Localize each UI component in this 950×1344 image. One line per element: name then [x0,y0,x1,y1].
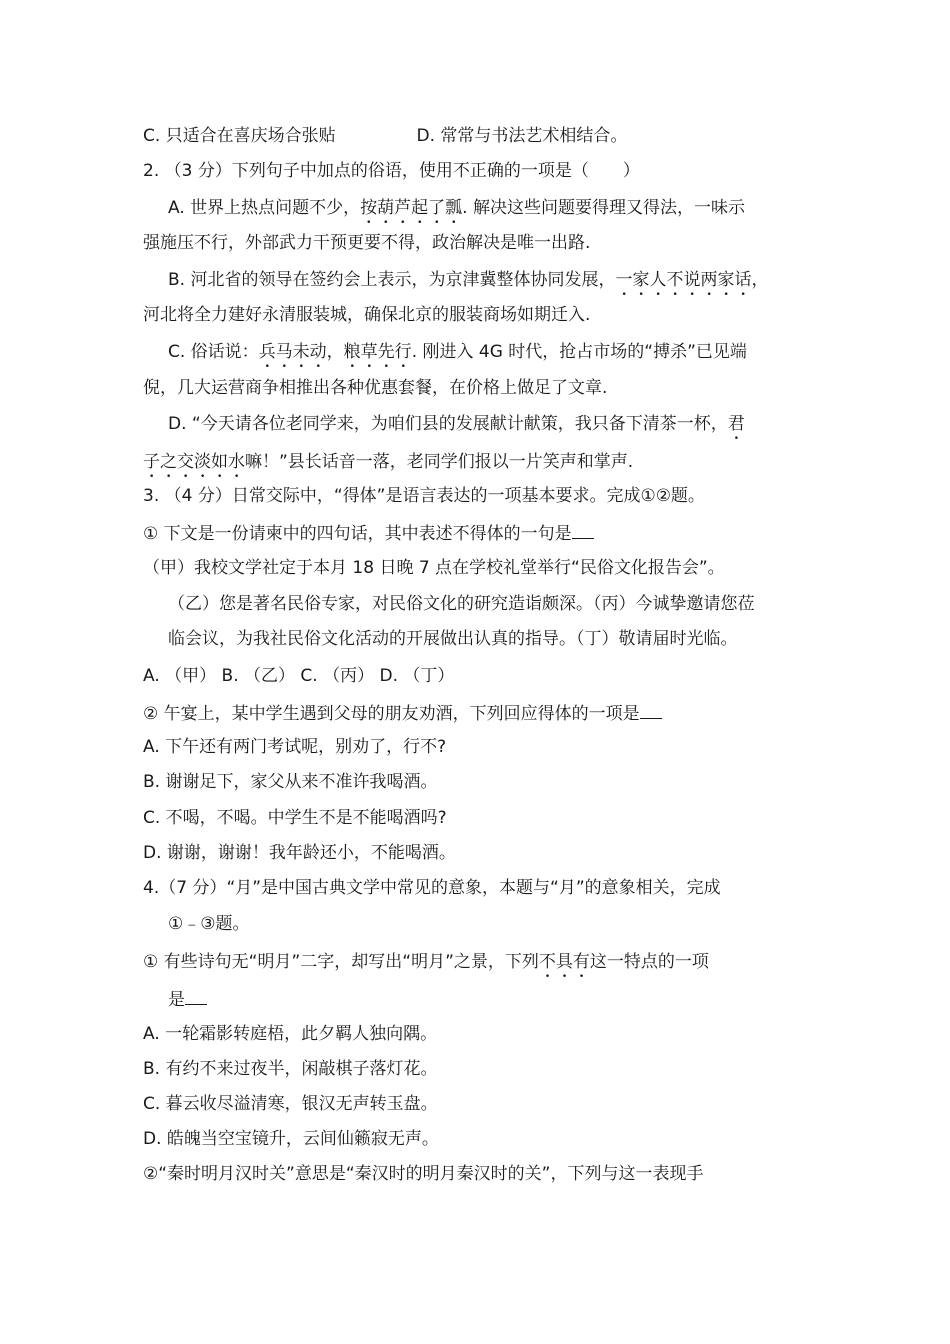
q3-sub2-option-b: B. 谢谢足下，家父从来不准许我喝酒。 [143,772,438,792]
dotted-proverb: 子之交淡如水 [143,452,245,472]
option-c: C. 只适合在喜庆场合张贴 [143,126,336,146]
option-d: D. 常常与书法艺术相结合。 [416,126,628,146]
q2-option-c-cont: 倪，几大运营商争相推出各种优惠套餐，在价格上做足了文章. [143,378,608,398]
q3-sub1: ① 下文是一份请柬中的四句话，其中表述不得体的一句是 [143,524,594,543]
q4-sub1-option-d: D. 皓魄当空宝镜升，云间仙籁寂无声。 [143,1129,439,1149]
answer-blank[interactable] [640,704,662,719]
q2-option-b-cont: 河北将全力建好永清服装城，确保北京的服装商场如期迁入. [143,305,591,325]
q2-stem: 2. （3 分）下列句子中加点的俗语，使用不正确的一项是（ ） [143,161,640,181]
q4-sub1-cont: 是 [168,990,207,1009]
q3-text-line3: 临会议，为我社民俗文化活动的开展做出认真的指导。（丁）敬请届时光临。 [168,629,738,649]
dotted-proverb: 兵马未动，粮草先行 [258,342,412,362]
dotted-emphasis: 不具有 [538,952,590,972]
q4-sub1-option-c: C. 暮云收尽溢清寒，银汉无声转玉盘。 [143,1094,438,1114]
q4-sub2: ②“秦时明月汉时关”意思是“秦汉时的明月秦汉时的关”，下列与这一表现手 [143,1164,704,1184]
q3-text-line1: （甲）我校文学社定于本月 18 日晚 7 点在学校礼堂举行“民俗文化报告会”。 [143,558,725,578]
dotted-proverb: 按葫芦起了瓢 [360,198,463,218]
q3-sub2-option-c: C. 不喝，不喝。中学生不是不能喝酒吗? [143,808,447,828]
q4-sub1-option-b: B. 有约不来过夜半，闲敲棋子落灯花。 [143,1059,438,1079]
q3-stem: 3. （4 分）日常交际中，“得体”是语言表达的一项基本要求。完成①②题。 [143,486,705,506]
q4-sub1: ① 有些诗句无“明月”二字，却写出“明月”之景，下列不具有这一特点的一项 [143,952,709,972]
q2-option-d-cont: 子之交淡如水嘛！”县长话音一落，老同学们报以一片笑声和掌声. [143,452,634,472]
q2-option-a-cont: 强施压不行，外部武力干预更要不得，政治解决是唯一出路. [143,233,591,253]
q4-sub1-option-a: A. 一轮霜影转庭梧，此夕羁人独向隅。 [143,1024,438,1044]
q3-text-line2: （乙）您是著名民俗专家，对民俗文化的研究造诣颇深。（丙）今诚挚邀请您莅 [168,594,755,614]
dotted-proverb: 一家人不说两家话 [615,270,752,290]
q2-option-b: B. 河北省的领导在签约会上表示，为京津冀整体协同发展，一家人不说两家话， [168,270,769,290]
dotted-proverb: 君 [727,414,745,434]
q2-option-a: A. 世界上热点问题不少，按葫芦起了瓢. 解决这些问题要得理又得法，一味示 [168,198,745,218]
q2-option-c: C. 俗话说：兵马未动，粮草先行. 刚进入 4G 时代，抢占市场的“搏杀”已见端 [168,342,747,362]
answer-blank[interactable] [185,990,207,1005]
q2-option-d: D. “今天请各位老同学来，为咱们县的发展献计献策，我只备下清茶一杯，君 [168,414,745,434]
q1-options-cd [143,128,627,145]
q3-sub1-options: A. （甲） B. （乙） C. （丙） D. （丁） [143,666,455,686]
q3-sub2-option-a: A. 下午还有两门考试呢，别劝了，行不? [143,737,447,757]
q3-sub2: ② 午宴上，某中学生遇到父母的朋友劝酒，下列回应得体的一项是 [143,704,662,723]
answer-blank[interactable] [572,524,594,539]
q4-stem: 4.（7 分）“月”是中国古典文学中常见的意象，本题与“月”的意象相关，完成 [143,878,721,898]
q4-stem-cont: ①﹣③题。 [168,914,250,934]
q3-sub2-option-d: D. 谢谢，谢谢！我年龄还小，不能喝酒。 [143,843,456,863]
